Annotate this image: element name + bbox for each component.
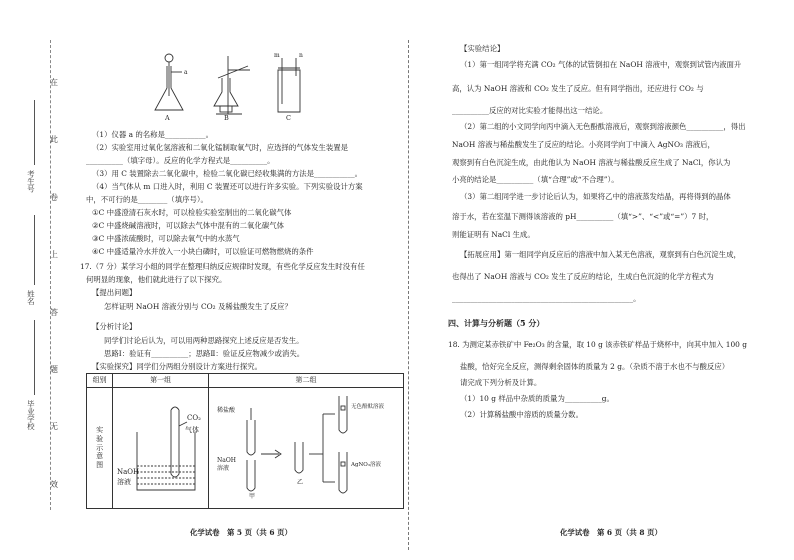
mark-a: a xyxy=(184,69,188,76)
q17-heading: 【实验探究】同学们分两组分别设计方案进行探究。 xyxy=(92,362,262,371)
conclusion-line: （2）第二组的小文同学向丙中滴入无色酚酞溶液后，观察到溶液颜色__________，得出 xyxy=(460,122,746,131)
g1-label-naoh: NaOH xyxy=(117,467,140,476)
q16-line: （3）用 C 装置除去二氧化碳中，检验二氧化碳已经收集满的方法是___________。 xyxy=(92,169,363,178)
g1-label-solution: 溶液 xyxy=(117,477,132,486)
conclusion-line: 观察到有白色沉淀生成，由此他认为 NaOH 溶液与稀盐酸反应生成了 NaCl，你认为 xyxy=(452,158,731,167)
conclusion-line: __________反应的对比实验才能得出这一结论。 xyxy=(452,106,608,115)
conclusion-line: 溶于水，若在室温下测得该溶液的 pH__________（填“>”、“<”或“=”）7 时， xyxy=(452,212,714,221)
q16-option: ③C 中盛浓硫酸时，可以除去氧气中的水蒸气 xyxy=(92,234,240,243)
page-divider xyxy=(408,40,409,550)
right-footer: 化学试卷 第 6 页（共 8 页） xyxy=(560,528,662,537)
mark-m: m xyxy=(274,52,280,59)
table-header: 第一组 xyxy=(113,374,209,388)
q17-heading: 【分析讨论】 xyxy=(92,322,137,331)
fig-label-b: B xyxy=(224,114,229,122)
seal-char: 答 xyxy=(50,308,58,317)
seal-char: 上 xyxy=(50,250,58,259)
q17-line: 思路Ⅰ：验证有__________；思路Ⅱ：验证反应物减少或消失。 xyxy=(104,349,305,358)
extension-blank: _________________________________________________。 xyxy=(452,294,641,303)
g2-label-agno3: AgNO₃溶液 xyxy=(351,461,382,468)
label-student-id: 考生号 xyxy=(26,170,36,193)
g2-label-solution: 溶液 xyxy=(217,464,230,472)
q16-line: 中，不可行的是________（填序号）。 xyxy=(86,195,208,204)
q18-line: （1）10 g 样品中杂质的质量为__________g。 xyxy=(460,394,614,403)
q16-line: （2）实验室用过氧化氢溶液和二氧化锰制取氧气时，应选择的气体发生装置是 xyxy=(92,143,348,152)
conclusion-line: NaOH 溶液与稀盐酸发生了反应的结论。小亮同学向丁中滴入 AgNO₃ 溶液后， xyxy=(452,140,715,149)
q16-option: ②C 中盛烧碱溶液时，可以除去气体中混有的二氧化碳气体 xyxy=(92,221,285,230)
q17-line: 同学们讨论后认为，可以用两种思路探究上述反应是否发生。 xyxy=(104,336,304,345)
g2-label-hcl: 稀盐酸 xyxy=(217,406,236,414)
label-name: 姓名 xyxy=(26,290,36,305)
label-school: 毕业学校 xyxy=(26,400,36,430)
group2-diagram xyxy=(211,390,401,500)
q17-line: 何明显的现象，他们就此进行了以下探究。 xyxy=(86,275,227,284)
seal-char: 题 xyxy=(50,365,58,374)
group2-cell xyxy=(209,387,404,508)
funnel-bulb xyxy=(165,54,173,62)
g2-label-phenolphthalein: 无色酚酞溶液 xyxy=(351,403,385,410)
heading-conclusion: 【实验结论】 xyxy=(460,44,505,53)
conclusion-line: 小亮的结论是__________（填“合理”或“不合理”）。 xyxy=(452,175,619,184)
q17-line: 17.（7 分）某学习小组的同学在整理归纳反应规律时发现，有些化学反应发生时没有任 xyxy=(80,262,365,271)
table-row-label: 实验示意图 xyxy=(87,387,113,508)
section-title: 四、计算与分析题（5 分） xyxy=(448,318,545,328)
extension-heading: 【拓展应用】第一组同学向反应后的溶液中加入某无色溶液，观察到有白色沉淀生成， xyxy=(460,250,741,259)
q17-heading: 【提出问题】 xyxy=(92,288,137,297)
group1-cell xyxy=(113,387,209,508)
conclusion-line: 高，认为 NaOH 溶液和 CO₂ 发生了反应。但有同学指出，还应进行 CO₂ 与 xyxy=(452,84,704,93)
g1-label-gas: 气体 xyxy=(185,425,200,434)
q18-line: 盐酸，恰好完全反应，测得剩余固体的质量为 2 g。（杂质不溶于水也不与酸反应） xyxy=(460,362,730,371)
seal-char: 卷 xyxy=(50,193,58,202)
blank-line xyxy=(34,215,35,285)
seal-char: 效 xyxy=(50,480,58,489)
seal-char: 在 xyxy=(50,78,58,87)
q18-line: （2）计算稀盐酸中溶质的质量分数。 xyxy=(460,410,583,419)
group1-diagram xyxy=(115,390,205,500)
conclusion-line: 则能证明有 NaCl 生成。 xyxy=(452,230,535,239)
fold-line xyxy=(50,40,51,510)
conclusion-line: （1）第一组同学将充满 CO₂ 气体的试管倒扣在 NaOH 溶液中，观察到试管内液面升 xyxy=(460,60,742,69)
extension-line: 也得出了 NaOH 溶液与 CO₂ 发生了反应的结论，生成白色沉淀的化学方程式为 xyxy=(452,272,714,281)
g2-label-naoh: NaOH xyxy=(217,456,236,464)
fig-label-c: C xyxy=(286,114,291,122)
g2-label-jia: 甲 xyxy=(249,492,256,500)
table-header: 第二组 xyxy=(209,374,404,388)
q17-line: 怎样证明 NaOH 溶液分别与 CO₂ 及稀盐酸发生了反应？ xyxy=(104,302,292,311)
g1-label-co2: CO₂ xyxy=(187,413,202,422)
seal-char: 此 xyxy=(50,135,58,144)
q18-line: 请完成下列分析及计算。 xyxy=(460,378,542,387)
blank-line xyxy=(34,100,35,165)
mark-n: n xyxy=(299,52,303,59)
q16-option: ④C 中盛适量冷水并放入一小块白磷时，可以验证可燃物燃烧的条件 xyxy=(92,247,314,256)
table-header: 组别 xyxy=(87,374,113,388)
blank-line xyxy=(34,320,35,395)
experiment-table xyxy=(86,373,404,509)
q18-line: 18. 为测定某赤铁矿中 Fe₂O₃ 的含量，取 10 g 该赤铁矿样品于烧杯中，向其中加入 100 g xyxy=(448,340,747,349)
conclusion-line: （3）第二组同学进一步讨论后认为，如果将乙中的溶液蒸发结晶，再将得到的晶体 xyxy=(460,192,731,201)
fig-label-a: A xyxy=(165,114,170,122)
q16-line: （4）当气体从 m 口进入时，利用 C 装置还可以进行许多实验。下列实验设计方案 xyxy=(92,182,363,191)
q16-line: （1）仪器 a 的名称是___________。 xyxy=(92,130,213,139)
seal-char: 无 xyxy=(50,422,58,431)
left-footer: 化学试卷 第 5 页（共 6 页） xyxy=(190,528,292,537)
q16-option: ①C 中盛澄清石灰水时，可以检验实验室制出的二氧化碳气体 xyxy=(92,208,292,217)
q16-line: __________（填字母）。反应的化学方程式是__________。 xyxy=(86,156,275,165)
g2-label-yi: 乙 xyxy=(297,478,304,486)
apparatus-figure xyxy=(150,48,310,122)
